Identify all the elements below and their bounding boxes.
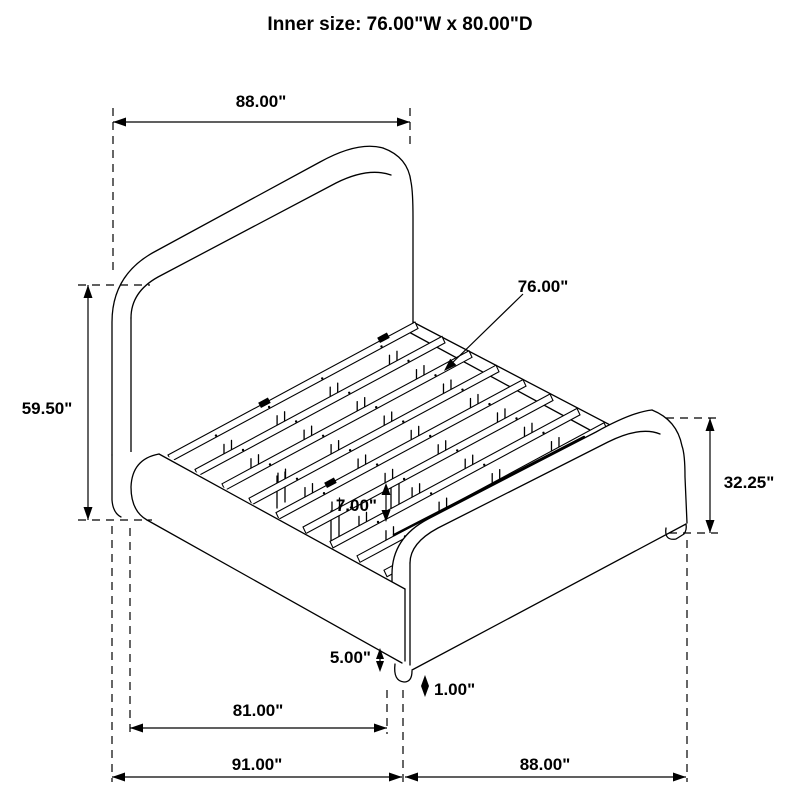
- screw-dot: [402, 420, 404, 422]
- dim-label-footboard-height: 32.25": [723, 473, 775, 492]
- dim-inner-length: [130, 701, 387, 733]
- screw-dot: [348, 392, 350, 394]
- dim-leg-height: [421, 675, 475, 699]
- arrowhead-right-icon: [397, 118, 410, 127]
- screw-dot: [268, 406, 270, 408]
- screw-dot: [380, 345, 382, 347]
- diagram-title: Inner size: 76.00"W x 80.00"D: [267, 14, 533, 35]
- dim-label-slat-clearance: 7.00": [335, 496, 377, 515]
- dim-headboard-width: [113, 92, 410, 127]
- screw-dot: [349, 449, 351, 451]
- screw-dot: [295, 420, 297, 422]
- arrowhead-up-icon: [706, 418, 715, 431]
- arrowhead-down-icon: [376, 661, 384, 672]
- arrowhead-left-icon: [112, 773, 125, 782]
- screw-dot: [456, 449, 458, 451]
- arrowhead-right-icon: [673, 773, 686, 782]
- footboard: [392, 410, 687, 682]
- screw-dot: [377, 521, 379, 523]
- leader-line: [447, 294, 523, 368]
- screw-dot: [403, 478, 405, 480]
- arrowhead-left-icon: [405, 773, 418, 782]
- dim-label-slat-width: 76.00": [517, 277, 569, 296]
- screw-dot: [542, 432, 544, 434]
- arrowhead-right-icon: [389, 773, 402, 782]
- screw-dot: [430, 492, 432, 494]
- arrowhead-up-icon: [84, 285, 93, 298]
- screw-dot: [296, 478, 298, 480]
- footboard-face: [392, 410, 687, 674]
- screw-dot: [483, 464, 485, 466]
- dim-rail-height: [330, 648, 384, 672]
- arrowhead-left-icon: [113, 118, 126, 127]
- arrowhead-up-icon: [421, 675, 429, 686]
- dim-label-overall-length: 91.00": [231, 755, 283, 774]
- dim-label-leg-height: 1.00": [434, 680, 476, 699]
- headboard-face: [112, 146, 413, 505]
- screw-dot: [242, 449, 244, 451]
- screw-dot: [376, 463, 378, 465]
- dim-headboard-height: [22, 285, 93, 520]
- screw-dot: [488, 403, 490, 405]
- screw-dot: [269, 463, 271, 465]
- dim-label-headboard-width: 88.00": [235, 92, 287, 111]
- dim-label-overall-width: 88.00": [519, 755, 571, 774]
- arrowhead-left-icon: [130, 724, 143, 733]
- screw-dot: [515, 417, 517, 419]
- screw-dot: [321, 377, 323, 379]
- dim-footboard-height: [706, 418, 775, 533]
- dim-label-rail-height: 5.00": [329, 648, 371, 667]
- screw-dot: [407, 360, 409, 362]
- arrowhead-right-icon: [374, 724, 387, 733]
- screw-dot: [215, 434, 217, 436]
- screw-dot: [434, 374, 436, 376]
- screw-dot: [429, 435, 431, 437]
- dim-label-inner-length: 81.00": [232, 701, 284, 720]
- arrowhead-down-icon: [706, 520, 715, 533]
- screw-dot: [322, 435, 324, 437]
- arrowhead-down-icon: [84, 507, 93, 520]
- dim-overall-length: [112, 755, 402, 782]
- screw-dot: [461, 388, 463, 390]
- screw-dot: [375, 406, 377, 408]
- dim-label-headboard-height: 59.50": [21, 399, 73, 418]
- screw-dot: [323, 492, 325, 494]
- dim-overall-width: [405, 755, 686, 782]
- arrowhead-down-icon: [421, 686, 429, 697]
